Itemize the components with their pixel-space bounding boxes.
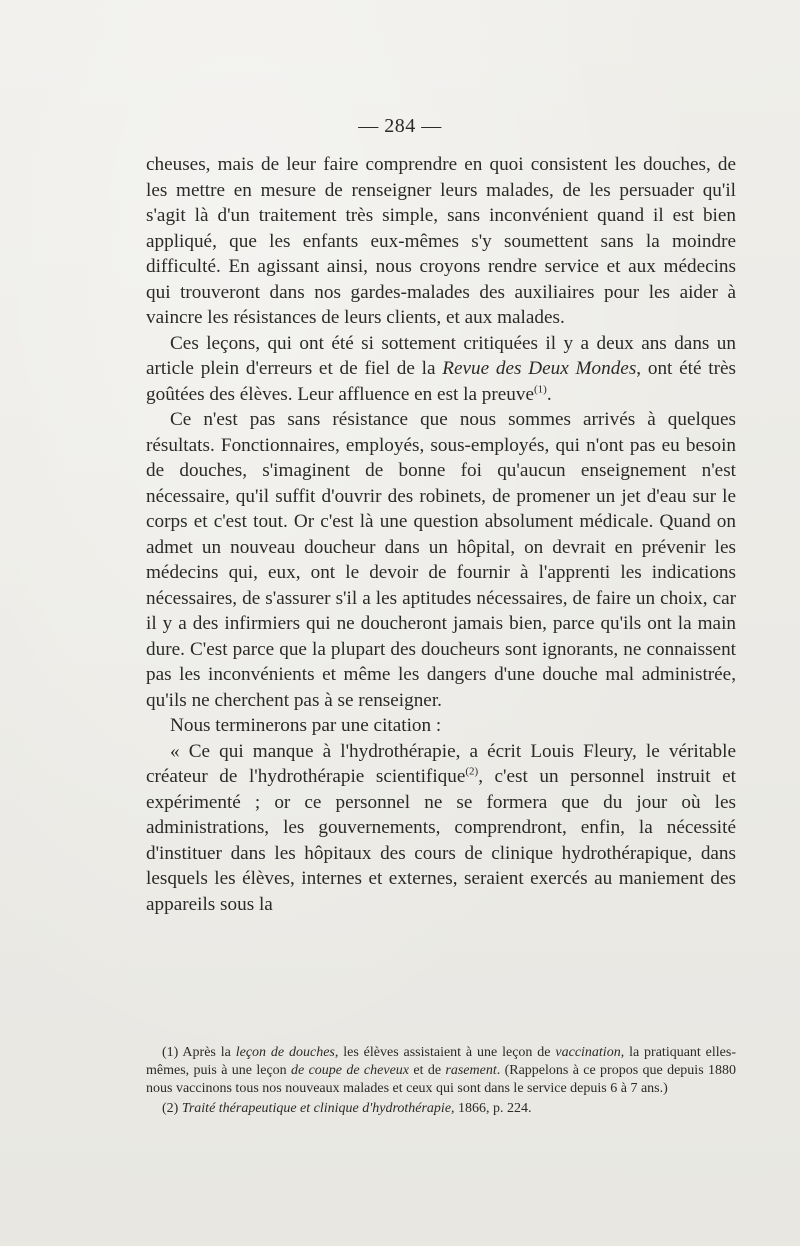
paragraph-4: Nous terminerons par une citation : <box>170 715 442 736</box>
journal-title: Revue des Deux Mondes <box>442 358 637 379</box>
paragraph-3: Ce n'est pas sans résistance que nous sommes arrivés à quelques résultats. Fonctionnaires, employés, sous-employés, qui n'ont pas eu besoin de douches, s'imaginent de bonne foi qu'aucun enseignement n'est nécessaire, qu'il suffit d'ouvrir des robinets, de promener un jet d'eau sur le corps et c'est tout. Or c'est là une question absolument médicale. Quand on admet un nouveau doucheur dans un hôpital, on devrait en prévenir les médecins qui, eux, ont le devoir de fournir à l'apprenti les indications nécessaires, de s'assurer s'il a les aptitudes nécessaires, de faire un choix, car il y a des infirmiers qui ne doucheront jamais bien, parce qu'ils ont la main dure. C'est parce que la plupart des doucheurs sont ignorants, ne connaissent pas les inconvénients et même les dangers d'une douche mal administrée, qu'ils ne cherchent pas à se renseigner. <box>146 409 736 711</box>
footnote-1-text-c: , la pratiquant elles-mêmes, puis à une leçon <box>146 1045 736 1078</box>
footnote-1 <box>146 1044 736 1098</box>
paragraph-5-text-a: « Ce qui manque à l'hydrothérapie, a écrit Louis Fleury, le véritable créateur de l'hydrothérapie scientifique <box>146 740 736 787</box>
footnote-1-italic-1: leçon de douches <box>235 1045 335 1060</box>
paragraph-1: cheuses, mais de leur faire comprendre en quoi consistent les douches, de les mettre en mesure de renseigner leurs malades, de les persuader qu'il s'agit là d'un traitement très simple, sans inconvénient quand il est bien appliqué, que les enfants eux-mêmes s'y soumettent sans la moindre difficulté. En agissant ainsi, nous croyons rendre service et aux médecins qui trouveront dans nos gardes-malades des auxiliaires pour les aider à vaincre les résistances de leurs clients, et aux malades. <box>146 154 736 328</box>
footnote-1-text-b: , les élèves assistaient à une leçon de <box>334 1045 556 1060</box>
footnote-1-text-a: Après la <box>178 1045 236 1060</box>
footnotes <box>146 1044 736 1118</box>
footnote-1-italic-4: rasement <box>445 1063 497 1078</box>
body-text <box>146 152 736 917</box>
page-number: — 284 — <box>358 115 442 137</box>
footnote-1-italic-2: vaccination <box>555 1045 621 1060</box>
paragraph-2-text-a: Ces leçons, qui ont été si sottement critiquées il y a deux ans dans un article plein d'erreurs et de fiel de la <box>146 332 736 379</box>
footnote-1-text-e: . (Rappelons à ce propos que depuis 1880 nous vaccinons tous nos nouveaux malades et ceux qui sont dans le service depuis 6 à 7 ans.) <box>146 1063 736 1096</box>
paragraph-5 <box>146 739 736 918</box>
footnote-1-marker: (1) <box>162 1045 179 1060</box>
paragraph-2 <box>146 331 736 408</box>
footnote-1-text-d: et de <box>409 1063 446 1078</box>
footnote-ref-2: (2) <box>465 765 479 778</box>
footnote-2-text-a: , 1866, p. 224. <box>451 1101 532 1116</box>
footnote-1-italic-3: de coupe de cheveux <box>291 1063 410 1078</box>
footnote-2-marker: (2) <box>162 1101 179 1116</box>
paragraph-2-text-b: , ont été très goûtées des élèves. Leur affluence en est la preuve <box>146 358 737 405</box>
footnote-2 <box>146 1100 736 1118</box>
paragraph-5-text-b: , c'est un personnel instruit et expérimenté ; or ce personnel ne se formera que du jour où les administrations, les gouvernements, comprendront, enfin, la nécessité d'instituer dans les hôpitaux des cours de clinique hydrothérapique, dans lesquels les élèves, internes et externes, seraient exercés au maniement des appareils sous la <box>146 766 736 915</box>
footnote-2-italic-1: Traité thérapeutique et clinique d'hydrothérapie <box>178 1101 452 1116</box>
footnote-ref-1: (1) <box>534 383 547 396</box>
paragraph-2-text-c: . <box>546 383 552 405</box>
